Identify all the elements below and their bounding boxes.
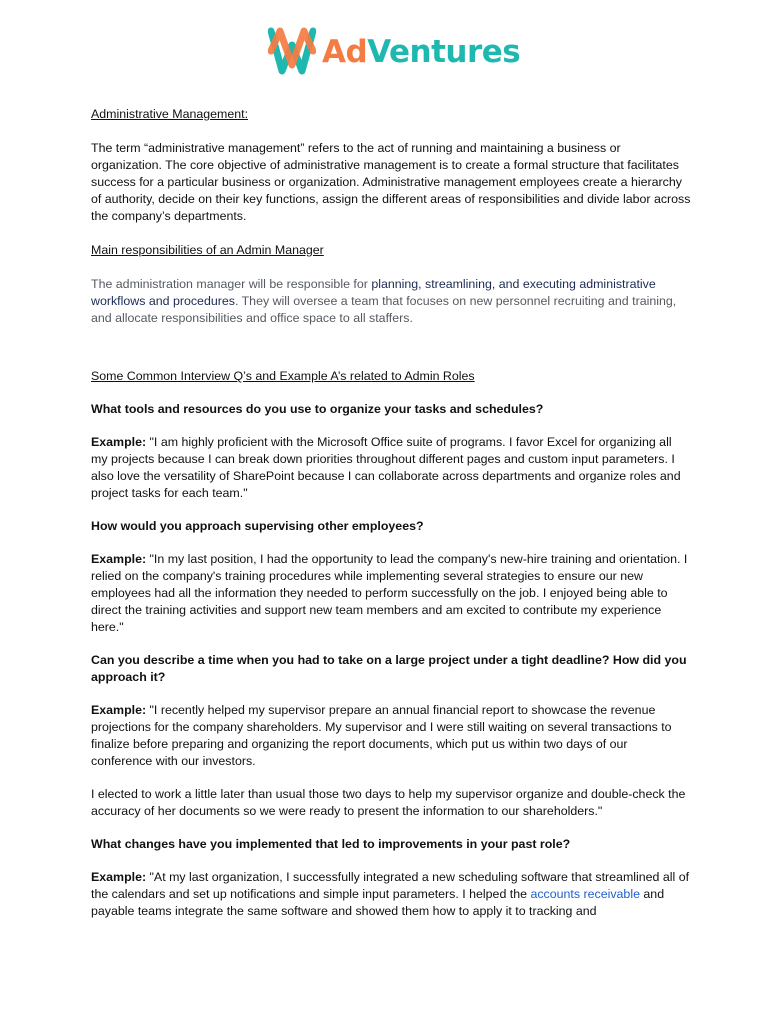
logo-wordmark <box>322 33 521 70</box>
question-3: Can you describe a time when you had to take on a large project under a tight deadline? How did you approach it? <box>91 653 687 684</box>
answer-2: Example: "In my last position, I had the opportunity to lead the company's new-hire training and orientation. I relied on the company's training procedures while implementing several strategies to ensure our new employees had all the information they needed to perform successfully on the job. I enjoyed being able to direct the training activities and support new team members and am excited to contribute my experience here." <box>91 552 688 634</box>
accounts-receivable-link[interactable]: accounts receivable <box>530 887 640 901</box>
responsibilities-paragraph: The administration manager will be responsible for planning, streamlining, and executing administrative workflows and procedures. They will oversee a team that focuses on new personnel recruiting and training, and allocate responsibilities and office space to all staffers. <box>91 277 677 325</box>
question-1: What tools and resources do you use to organize your tasks and schedules? <box>91 402 544 416</box>
adventures-logo <box>268 26 520 78</box>
answer-1: Example: "I am highly proficient with the Microsoft Office suite of programs. I favor Excel for organizing all my projects because I can break down priorities throughout different pages and custom input parameters. I also love the versatility of SharePoint because I can collaborate across departments and organize roles and project tasks for each team." <box>91 435 681 500</box>
answer-4: Example: "At my last organization, I successfully integrated a new scheduling software that streamlined all of the calendars and set up notifications and simple input parameters. I helped the accounts receivable and payable teams integrate the same software and showed them how to apply it to tracking and <box>91 870 690 918</box>
document-body <box>91 106 691 920</box>
answer-3-continued: I elected to work a little later than usual those two days to help my supervisor organize and double-check the accuracy of her documents so we were ready to present the information to our shareholders." <box>91 787 686 818</box>
logo-mark-icon <box>268 27 316 77</box>
question-4: What changes have you implemented that led to improvements in your past role? <box>91 837 571 851</box>
answer-3: Example: "I recently helped my supervisor prepare an annual financial report to showcase the revenue projections for the company shareholders. My supervisor and I were still waiting on several transactions to finalize before preparing and organizing the report documents, which put us within two days of our conference with our investors. <box>91 703 672 768</box>
section-heading-interview: Some Common Interview Q’s and Example A’s related to Admin Roles <box>91 369 475 383</box>
section-heading-admin-management: Administrative Management: <box>91 107 249 121</box>
question-2: How would you approach supervising other employees? <box>91 519 424 533</box>
highlight-text: planning, streamlining, and executing administrative workflows and procedures <box>91 277 656 308</box>
logo-wordmark-ad: Ad <box>322 33 368 70</box>
admin-management-paragraph: The term “administrative management” refers to the act of running and maintaining a business or organization. The core objective of administrative management is to create a formal structure that facilitates success for a particular business or organization. Administrative management employees create a hierarchy of authority, decide on their key functions, assign the different areas of responsibilities and divide labor across the company’s departments. <box>91 141 691 223</box>
section-heading-responsibilities: Main responsibilities of an Admin Manager <box>91 243 324 257</box>
logo-wordmark-ventures: Ventures <box>367 33 521 70</box>
